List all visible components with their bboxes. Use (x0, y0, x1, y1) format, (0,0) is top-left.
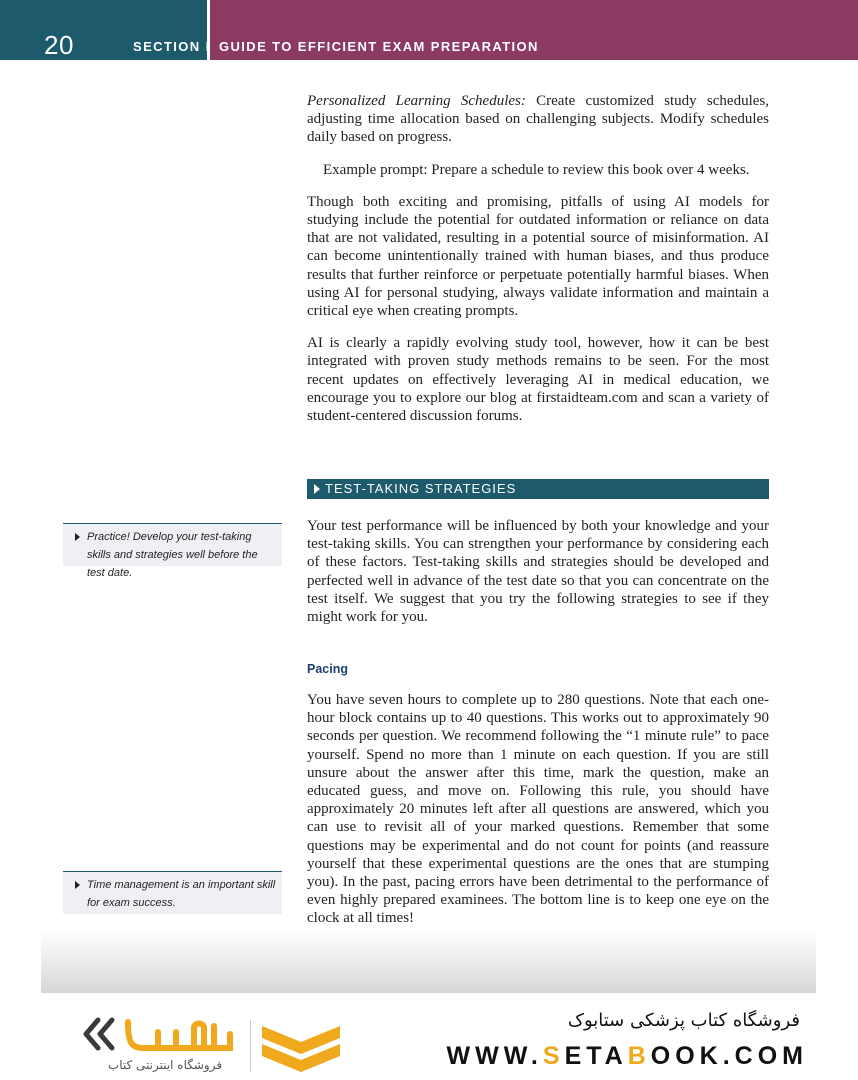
sidenote-text: Practice! Develop your test-taking skills and strategies well before the test date. (87, 531, 258, 579)
paragraph-ai-evolving: AI is clearly a rapidly evolving study tool, however, how it can be best integrated with proven study methods remains to be seen. For the most recent updates on effectively leveraging AI in medical education, we encourage you to explore our blog at firstaidteam.com and scan a variety of student-centered discussion forums. (307, 335, 769, 425)
setabook-wordmark-icon (80, 1014, 245, 1054)
pacing-text-column (307, 691, 769, 942)
chapter-title: GUIDE TO EFFICIENT EXAM PREPARATION (219, 39, 539, 54)
subheading-pacing: Pacing (307, 662, 348, 676)
sidenote-practice (63, 523, 282, 579)
sidenote-time-management (63, 871, 282, 914)
triangle-right-icon (75, 533, 80, 541)
paragraph-rest: Create customized study schedules, adjusting time allocation based on challenging subjects. Modify schedules daily based on progress. (307, 93, 769, 146)
main-text-column (307, 92, 769, 439)
section-label: SECTION I (133, 39, 211, 54)
page-bottom-fade (41, 930, 816, 993)
url-part: OOK.COM (650, 1042, 808, 1070)
triangle-right-icon (75, 881, 80, 889)
chevron-stack-logo-icon (262, 1018, 340, 1076)
paragraph-ai-pitfalls: Though both exciting and promising, pitfalls of using AI models for studying include the potential for outdated information or reliance on data that are not validated, resulting in a potential source of misinformation. AI can become unintentionally trained with human biases, and thus produce results that further reinforce or perpetuate potentially harmful biases. When using AI for personal studying, always validate information and maintain a critical eye when creating prompts. (307, 193, 769, 320)
logo-divider (250, 1020, 251, 1072)
url-part: ETA (564, 1042, 628, 1070)
section-banner (307, 479, 769, 499)
banner-title: TEST-TAKING STRATEGIES (325, 481, 517, 496)
url-highlight: S (542, 1042, 565, 1070)
paragraph-lead: Personalized Learning Schedules: (307, 93, 526, 109)
triangle-right-icon (314, 484, 320, 494)
paragraph-personalized-schedules (307, 92, 769, 147)
url-part: WWW. (446, 1042, 543, 1070)
paragraph-example-prompt: Example prompt: Prepare a schedule to review this book over 4 weeks. (323, 161, 750, 178)
paragraph-test-performance: Your test performance will be influenced by both your knowledge and your test-taking skills. You can strengthen your performance by considering each of these factors. Test-taking skills and strategies should be developed and perfected well in advance of the test date so that you can concentrate on the test itself. We suggest that you try the following strategies to see if they might work for you. (307, 518, 769, 626)
store-name: فروشگاه کتاب پزشکی ستابوک (567, 1010, 800, 1031)
store-url-link[interactable] (438, 1042, 808, 1071)
strategies-text-column (307, 517, 769, 640)
paragraph-pacing: You have seven hours to complete up to 280 questions. Note that each one-hour block contains up to 40 questions. This works out to approximately 90 seconds per question. We recommend following the “1 minute rule” to pace yourself. Spend no more than 1 minute on each question. If you are still unsure about the answer after this time, mark the question, make an educated guess, and move on. Following this rule, you should have approximately 20 minutes left after all questions are answered, which you can use to revisit all of your marked questions. Remember that some questions may be experimental and do not count for points (and reassure yourself that these experimental questions are the ones that are stumping you). In the past, pacing errors have been detrimental to the performance of even highly prepared examinees. The bottom line is to keep one eye on the clock at all times! (307, 692, 769, 927)
sidenote-text: Time management is an important skill for exam success. (87, 879, 276, 909)
page-number: 20 (44, 30, 74, 60)
url-highlight: B (627, 1042, 651, 1070)
logo-subtitle: فروشگاه اینترنتی کتاب (107, 1058, 223, 1072)
